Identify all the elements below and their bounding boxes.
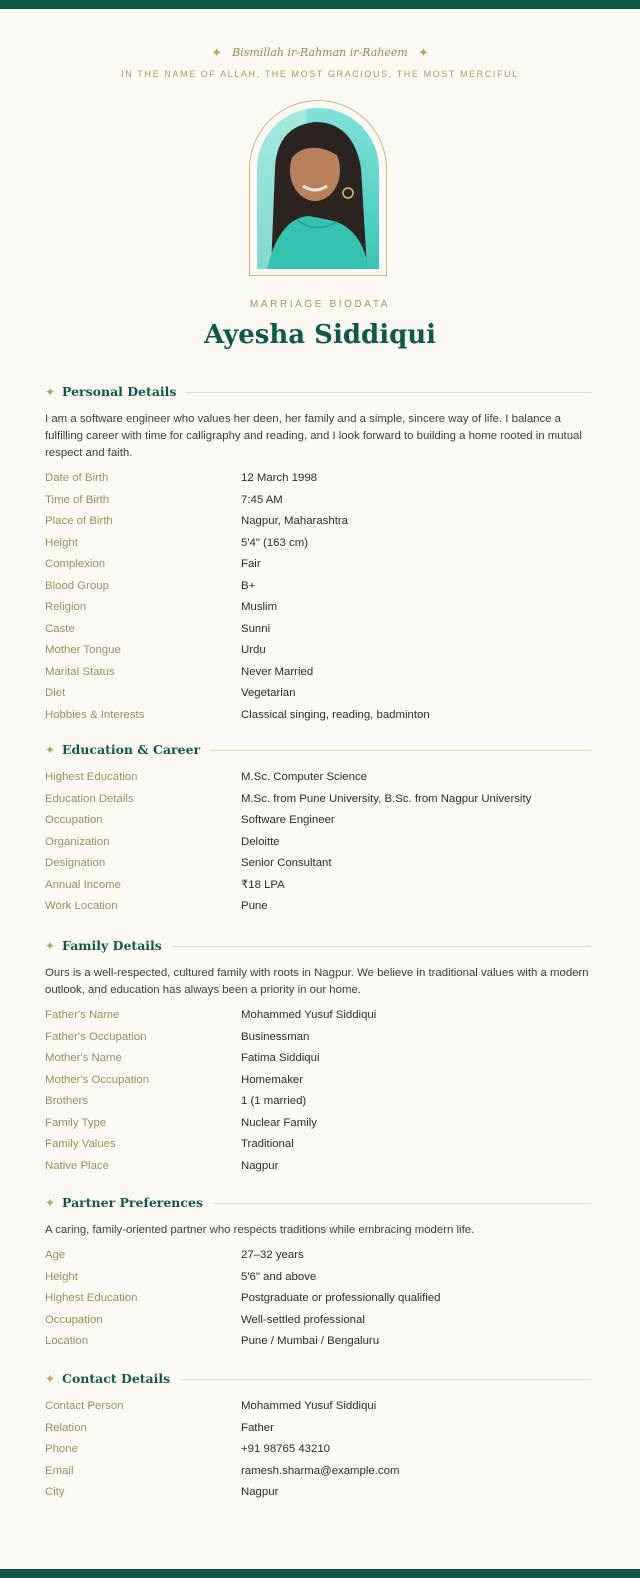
detail-row (45, 1439, 591, 1461)
detail-row (45, 705, 591, 727)
detail-label: Mother's Name (45, 1052, 122, 1064)
detail-value: ₹18 LPA (241, 878, 285, 891)
detail-value: Father (241, 1421, 274, 1434)
detail-row (45, 619, 591, 641)
detail-row (45, 767, 591, 789)
detail-label: Relation (45, 1421, 87, 1434)
profile-photo (257, 108, 379, 269)
detail-list (45, 767, 591, 918)
detail-label: Blood Group (45, 579, 109, 592)
detail-label: Height (45, 1270, 78, 1283)
detail-label: Highest Education (45, 1292, 138, 1304)
sparkle-icon: ✦ (45, 1372, 56, 1386)
detail-label: Time of Birth (45, 493, 110, 506)
detail-value: Muslim (241, 601, 278, 613)
detail-label: Father's Occupation (45, 1030, 147, 1043)
detail-label: Father's Name (45, 1009, 120, 1021)
detail-label: Place of Birth (45, 515, 113, 527)
detail-value: Well-settled professional (241, 1313, 365, 1326)
detail-row (45, 1005, 591, 1027)
sparkle-icon: ✦ (45, 939, 56, 953)
section-title: Contact Details (62, 1371, 180, 1386)
sparkle-icon: ✦ (45, 743, 56, 757)
detail-label: Contact Person (45, 1400, 124, 1412)
detail-value: Fair (241, 558, 261, 570)
detail-row (45, 1156, 591, 1178)
detail-row (45, 1288, 591, 1310)
detail-value: Pune (241, 900, 268, 912)
detail-row (45, 1310, 591, 1332)
detail-row (45, 554, 591, 576)
detail-row (45, 576, 591, 598)
detail-value: Homemaker (241, 1073, 304, 1086)
sparkle-icon: ✦ (211, 46, 223, 61)
detail-row (45, 1070, 591, 1092)
section-partner-preferences (45, 1194, 591, 1353)
detail-value: Sunni (241, 622, 271, 635)
detail-row (45, 640, 591, 662)
detail-label: Native Place (45, 1159, 109, 1172)
detail-label: Occupation (45, 814, 103, 826)
detail-value: 1 (1 married) (241, 1095, 307, 1107)
detail-value: Deloitte (241, 835, 280, 848)
detail-label: Brothers (45, 1095, 89, 1107)
sparkle-icon: ✦ (417, 46, 429, 61)
detail-row (45, 511, 591, 533)
detail-list (45, 1005, 591, 1177)
section-header (45, 1370, 591, 1390)
section-family-details (45, 937, 591, 1177)
profile-photo-frame (249, 100, 387, 276)
detail-row (45, 832, 591, 854)
detail-value: Never Married (241, 665, 314, 678)
detail-label: Caste (45, 622, 75, 635)
detail-row (45, 1418, 591, 1440)
section-education-career (45, 741, 591, 918)
detail-row (45, 1245, 591, 1267)
detail-value: B+ (241, 579, 256, 592)
detail-value: 5'4" (163 cm) (241, 536, 308, 549)
section-header (45, 937, 591, 957)
section-header (45, 741, 591, 761)
detail-value: Fatima Siddiqui (241, 1052, 320, 1064)
detail-label: Age (45, 1249, 66, 1261)
detail-row (45, 1113, 591, 1135)
detail-row (45, 853, 591, 875)
detail-value: Vegetarian (241, 687, 296, 699)
detail-list (45, 1245, 591, 1353)
detail-row (45, 1267, 591, 1289)
detail-value: Pune / Mumbai / Bengaluru (241, 1335, 380, 1347)
detail-label: Highest Education (45, 771, 138, 783)
detail-label: Education Details (45, 792, 134, 805)
detail-label: Hobbies & Interests (45, 708, 145, 721)
detail-row (45, 1048, 591, 1070)
detail-label: Work Location (45, 900, 118, 912)
section-contact-details (45, 1370, 591, 1504)
detail-row (45, 1482, 591, 1504)
invocation (0, 45, 640, 60)
detail-row (45, 1134, 591, 1156)
detail-value: Nagpur (241, 1486, 279, 1498)
detail-value: Software Engineer (241, 814, 335, 826)
detail-value: ramesh.sharma@example.com (241, 1464, 400, 1477)
detail-row (45, 1027, 591, 1049)
detail-row (45, 896, 591, 918)
section-paragraph: Ours is a well-respected, cultured family with roots in Nagpur. We believe in traditional values with a modern outlook, and education has always been a priority in our home. (45, 967, 589, 996)
detail-value: M.Sc. Computer Science (241, 771, 367, 783)
detail-row (45, 1461, 591, 1483)
detail-value: Classical singing, reading, badminton (241, 708, 430, 721)
detail-value: Nagpur (241, 1159, 279, 1172)
top-accent-bar (0, 0, 640, 9)
invocation-translation: IN THE NAME OF ALLAH, THE MOST GRACIOUS, THE MOST MERCIFUL (121, 69, 519, 79)
detail-label: Family Values (45, 1138, 116, 1150)
detail-row (45, 533, 591, 555)
detail-value: Businessman (241, 1030, 310, 1043)
detail-label: Mother Tongue (45, 644, 121, 656)
detail-label: Email (45, 1464, 74, 1477)
detail-row (45, 789, 591, 811)
invocation-text: Bismillah ir-Rahman ir-Raheem (232, 46, 408, 59)
section-header (45, 1194, 591, 1214)
sparkle-icon: ✦ (45, 385, 56, 399)
detail-label: Marital Status (45, 665, 115, 678)
bottom-accent-bar (0, 1569, 640, 1578)
document-overline: MARRIAGE BIODATA (249, 299, 391, 310)
detail-row (45, 597, 591, 619)
detail-label: Designation (45, 857, 106, 869)
detail-value: Mohammed Yusuf Siddiqui (241, 1400, 377, 1412)
detail-label: Phone (45, 1443, 78, 1455)
detail-row (45, 662, 591, 684)
detail-list (45, 468, 591, 726)
detail-label: Occupation (45, 1313, 103, 1326)
detail-value: Senior Consultant (241, 857, 332, 869)
detail-value: Mohammed Yusuf Siddiqui (241, 1009, 377, 1021)
detail-value: 7:45 AM (241, 493, 283, 506)
detail-label: Family Type (45, 1116, 107, 1129)
section-title: Family Details (62, 938, 172, 953)
detail-label: Annual Income (45, 878, 121, 891)
detail-label: Mother's Occupation (45, 1073, 150, 1086)
detail-row (45, 875, 591, 897)
section-header (45, 383, 591, 403)
section-paragraph: I am a software engineer who values her deen, her family and a simple, sincere way of life. I balance a fulfilling career with time for calligraphy and reading, and I look forward to building a home rooted in mutual respect and faith. (45, 413, 582, 459)
section-paragraph: A caring, family-oriented partner who respects traditions while embracing modern life. (45, 1224, 475, 1236)
profile-name: Ayesha Siddiqui (203, 320, 437, 350)
detail-label: City (45, 1486, 65, 1498)
detail-row (45, 1396, 591, 1418)
detail-value: 5'6" and above (241, 1270, 317, 1283)
detail-label: Religion (45, 601, 87, 613)
detail-value: Urdu (241, 644, 266, 656)
detail-row (45, 810, 591, 832)
detail-value: 27–32 years (241, 1249, 304, 1261)
detail-value: Postgraduate or professionally qualified (241, 1292, 441, 1304)
detail-list (45, 1396, 591, 1504)
section-title: Partner Preferences (62, 1195, 213, 1210)
detail-label: Diet (45, 687, 66, 699)
detail-label: Organization (45, 835, 110, 848)
detail-label: Location (45, 1335, 89, 1347)
detail-value: +91 98765 43210 (241, 1443, 331, 1455)
detail-value: M.Sc. from Pune University, B.Sc. from Nagpur University (241, 792, 532, 805)
detail-value: Nagpur, Maharashtra (241, 515, 349, 527)
detail-value: Nuclear Family (241, 1116, 317, 1129)
detail-row (45, 1331, 591, 1353)
sparkle-icon: ✦ (45, 1196, 56, 1210)
section-title: Personal Details (62, 384, 186, 399)
detail-row (45, 490, 591, 512)
detail-value: Traditional (241, 1138, 294, 1150)
detail-label: Complexion (45, 558, 106, 570)
detail-label: Date of Birth (45, 472, 109, 484)
detail-row (45, 468, 591, 490)
detail-row (45, 1091, 591, 1113)
section-title: Education & Career (62, 742, 210, 757)
section-personal-details (45, 383, 591, 726)
detail-row (45, 683, 591, 705)
detail-value: 12 March 1998 (241, 472, 317, 484)
detail-label: Height (45, 536, 78, 549)
